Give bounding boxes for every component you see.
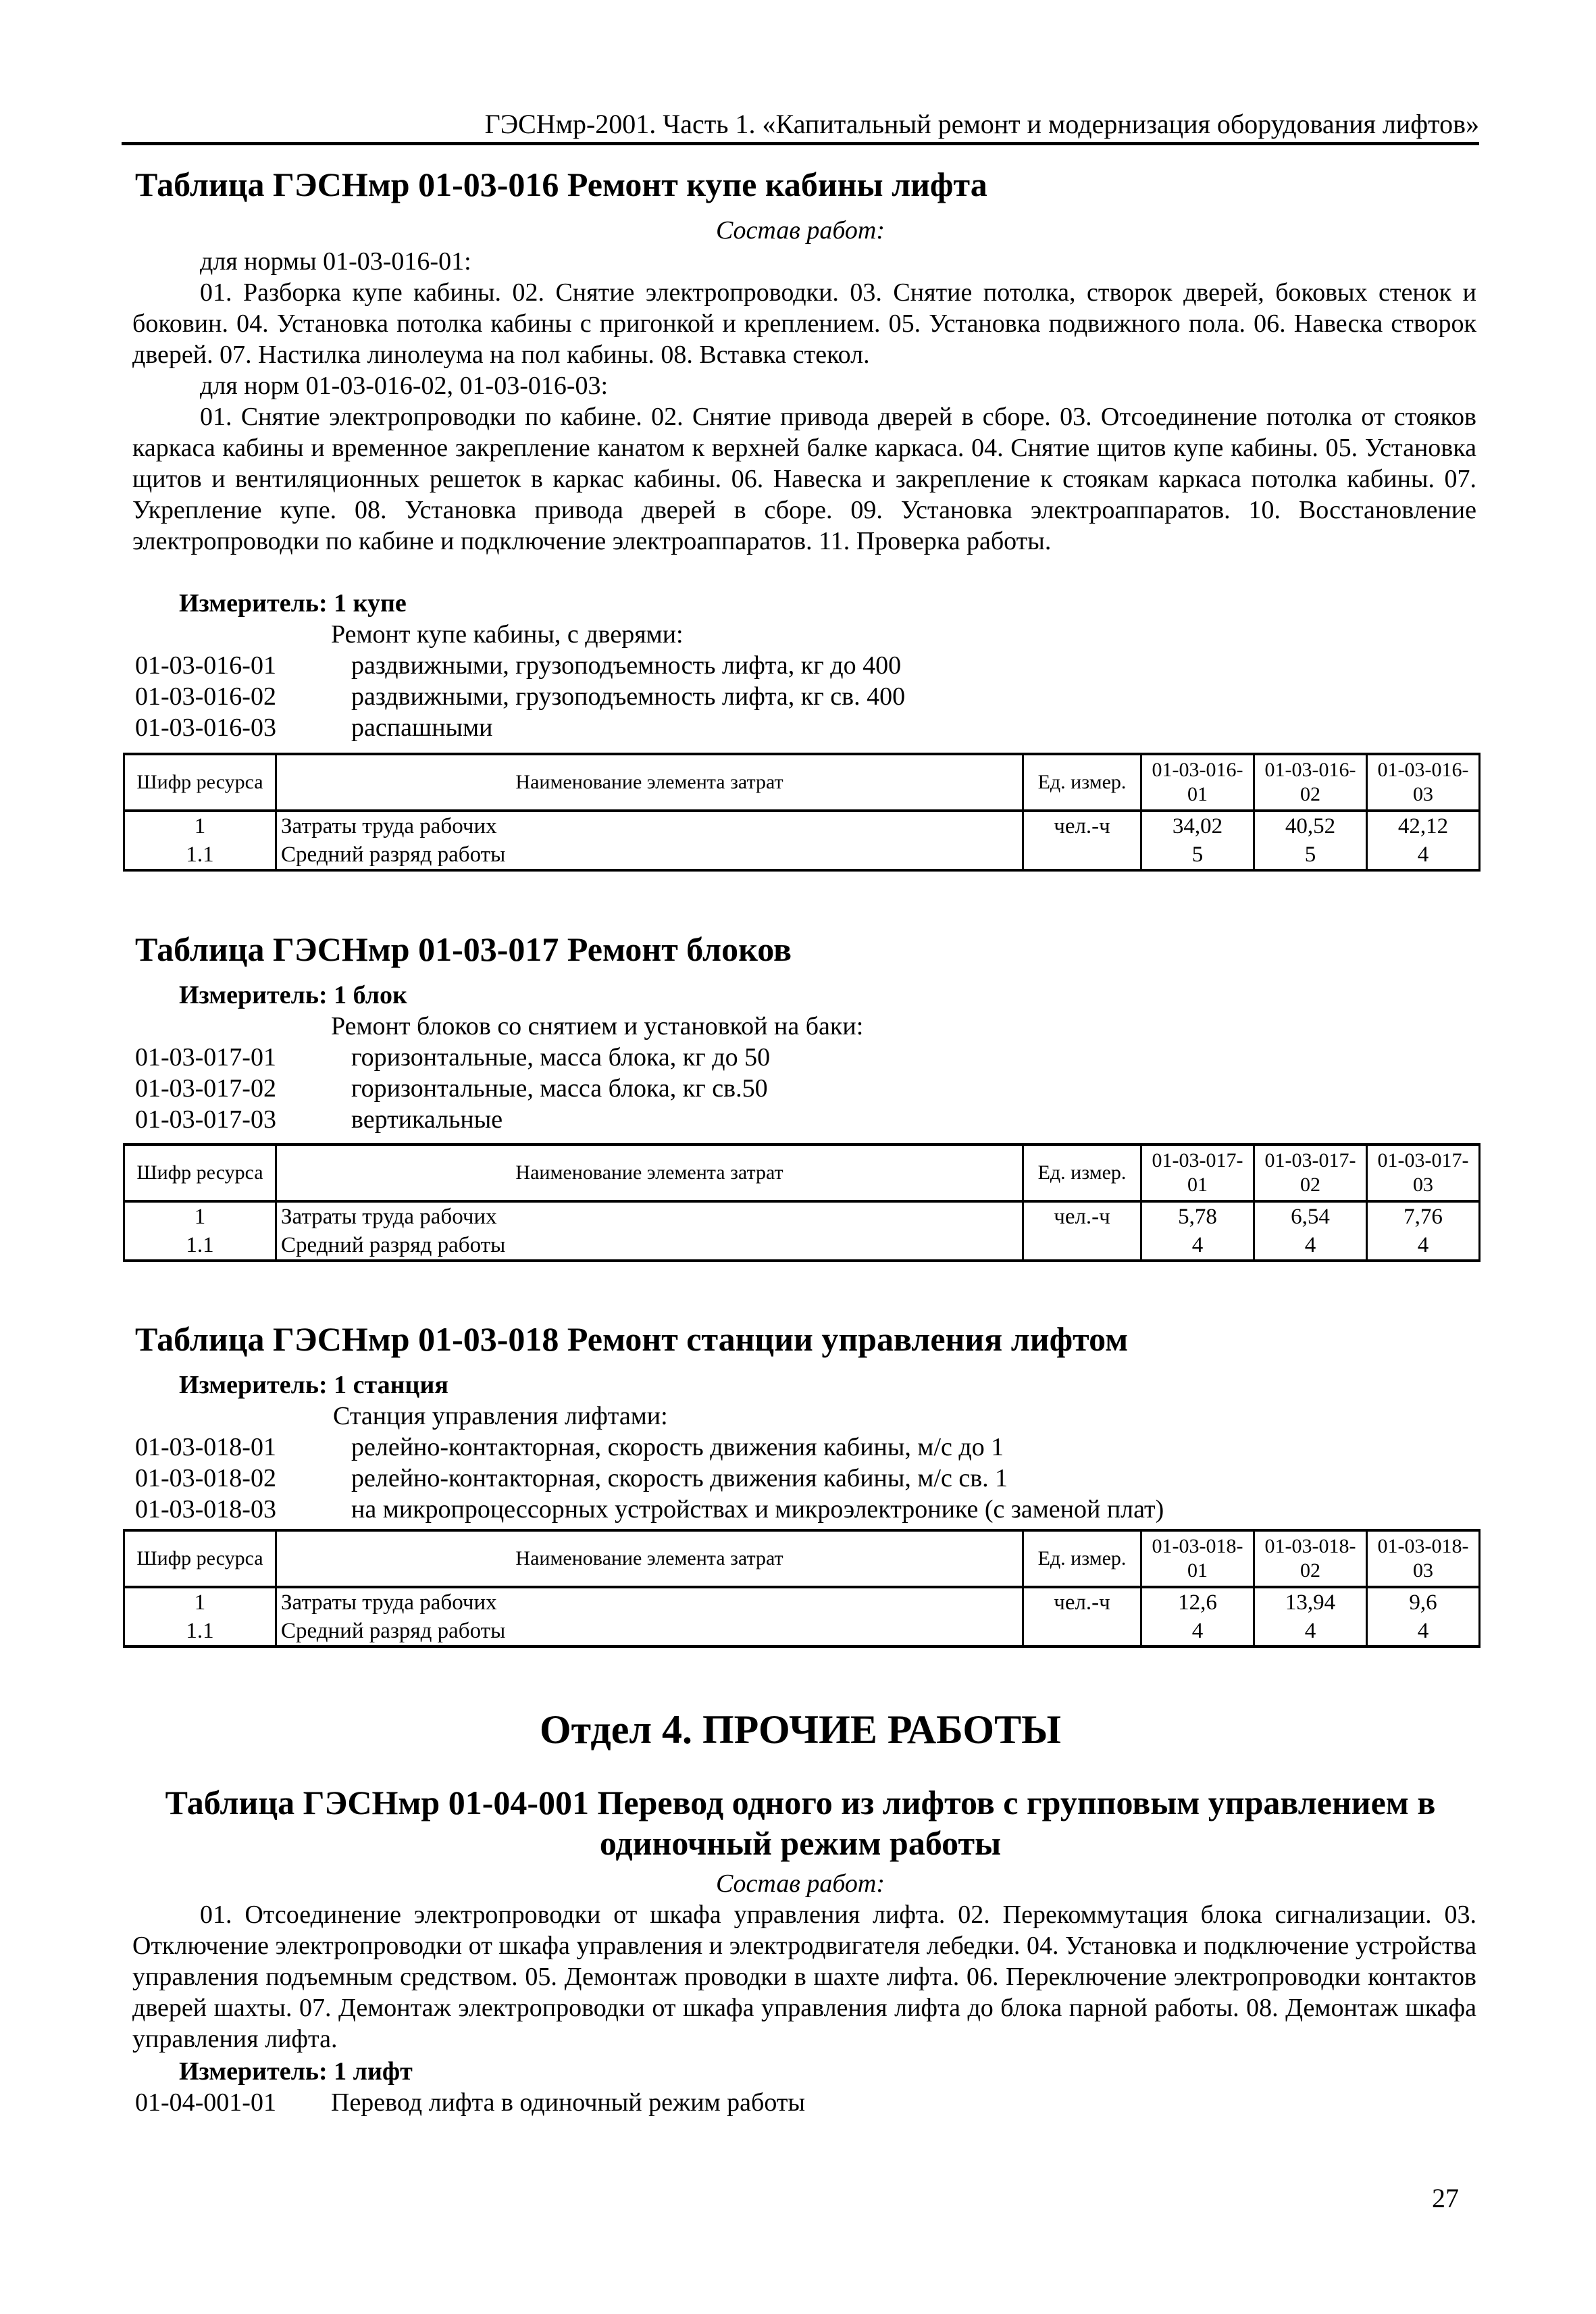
norm-item: 01-03-018-01 релейно-контакторная, скорость движения кабины, м/с до 1 (135, 1433, 1004, 1461)
col-norm: 01-03-018-01 (1141, 1530, 1254, 1587)
table-017-title: Таблица ГЭСНмр 01-03-017 Ремонт блоков (135, 930, 792, 968)
norm-item: 01-03-017-02 горизонтальные, масса блока, кг св.50 (135, 1074, 768, 1103)
norm-item: 01-03-017-03 вертикальные (135, 1105, 503, 1134)
table-016-work-heading: Состав работ: (715, 216, 885, 245)
table-header-row (124, 1530, 1480, 1587)
norm-item: 01-03-017-01 горизонтальные, масса блока, кг до 50 (135, 1043, 771, 1072)
table-016-title: Таблица ГЭСНмр 01-03-016 Ремонт купе кабины лифта (135, 166, 987, 203)
table-016-measure: Измеритель: 1 купе (179, 589, 407, 618)
table-017-resources (123, 1143, 1481, 1262)
col-norm: 01-03-016-02 (1254, 754, 1367, 811)
table-row: 1.1 Средний разряд работы 4 4 4 (124, 1617, 1480, 1646)
col-norm: 01-03-016-01 (1141, 754, 1254, 811)
table-018-group-title: Станция управления лифтами: (333, 1402, 668, 1430)
section-4-title: Отдел 4. ПРОЧИЕ РАБОТЫ (539, 1707, 1062, 1752)
table-016-norm2-text: 01. Снятие электропроводки по кабине. 02. Снятие привода дверей в сборе. 03. Отсоединение потолка от стояков каркаса кабины и временное закрепление канатом к верхней балке каркаса. 04. Снятие щитов купе кабины. 05. Установка щитов и вентиляционных решеток в каркас кабины. 06. Навеска и закрепление к стоякам каркаса потолка кабины. 07. Укрепление купе. 08. Установка привода дверей в сборе. 09. Установка электроаппаратов. 10. Восстановление электропроводки по кабине и подключение электроаппаратов. 11. Проверка работы. (132, 403, 1476, 555)
col-norm: 01-03-016-03 (1367, 754, 1480, 811)
table-header-row (124, 1145, 1480, 1201)
col-code: Шифр ресурса (124, 1530, 276, 1587)
col-name: Наименование элемента затрат (276, 1145, 1023, 1201)
norm-item: 01-04-001-01 Перевод лифта в одиночный режим работы (135, 2088, 805, 2117)
col-code: Шифр ресурса (124, 754, 276, 811)
norm-item: 01-03-018-03 на микропроцессорных устройствах и микроэлектронике (с заменой плат) (135, 1495, 1164, 1524)
norm-item: 01-03-016-02 раздвижными, грузоподъемность лифта, кг св. 400 (135, 682, 906, 711)
norm-item: 01-03-016-01 раздвижными, грузоподъемность лифта, кг до 400 (135, 651, 902, 680)
table-row: 1.1 Средний разряд работы 4 4 4 (124, 1231, 1480, 1261)
table-018-measure: Измеритель: 1 станция (179, 1371, 448, 1399)
table-401-measure: Измеритель: 1 лифт (179, 2057, 413, 2086)
table-016-resources (123, 753, 1481, 872)
table-401-norm-list (135, 2087, 805, 2118)
col-norm: 01-03-018-03 (1367, 1530, 1480, 1587)
table-401-work-heading: Состав работ: (715, 1869, 885, 1898)
table-401-work-text: 01. Отсоединение электропроводки от шкафа управления лифта. 02. Перекоммутация блока сигнализации. 03. Отключение электропроводки от шкафа управления и электродвигателя лебедки. 04. Установка и подключение устройства управления подъемным средством. 05. Демонтаж проводки в шахте лифта. 06. Переключение электропроводки контактов дверей шахты. 07. Демонтаж электропроводки от шкафа управления лифта до блока парной работы. 08. Демонтаж шкафа управления лифта. (132, 1901, 1476, 2053)
col-name: Наименование элемента затрат (276, 1530, 1023, 1587)
table-018-title: Таблица ГЭСНмр 01-03-018 Ремонт станции управления лифтом (135, 1320, 1129, 1358)
table-row: 1.1 Средний разряд работы 5 5 4 (124, 840, 1480, 870)
col-norm: 01-03-017-02 (1254, 1145, 1367, 1201)
col-unit: Ед. измер. (1023, 1145, 1141, 1201)
table-016-norm1-work (132, 277, 1476, 370)
norm-item: 01-03-018-02 релейно-контакторная, скорость движения кабины, м/с св. 1 (135, 1464, 1008, 1492)
col-name: Наименование элемента затрат (276, 754, 1023, 811)
page-number: 27 (1432, 2183, 1459, 2213)
table-401-work (132, 1899, 1476, 2055)
table-016-norm2-work (132, 401, 1476, 557)
table-row: 1 Затраты труда рабочих чел.-ч 12,6 13,94 9,6 (124, 1587, 1480, 1617)
table-401-title-line1: Таблица ГЭСНмр 01-04-001 Перевод одного из лифтов с групповым управлением в (165, 1784, 1436, 1821)
table-018-resources (123, 1529, 1481, 1648)
table-016-norm1-text: 01. Разборка купе кабины. 02. Снятие электропроводки. 03. Снятие потолка, створок дверей, боковых стенок и боковин. 04. Установка потолка кабины с пригонкой и креплением. 05. Установка подвижного пола. 06. Навеска створок дверей. 07. Настилка линолеума на пол кабины. 08. Вставка стекол. (132, 278, 1476, 369)
running-header: ГЭСНмр-2001. Часть 1. «Капитальный ремонт и модернизация оборудования лифтов» (484, 109, 1479, 139)
table-018-norm-list (135, 1432, 1164, 1525)
table-header-row (124, 754, 1480, 811)
table-017-measure: Измеритель: 1 блок (179, 981, 407, 1009)
col-norm: 01-03-018-02 (1254, 1530, 1367, 1587)
table-016-norm1-label: для нормы 01-03-016-01: (200, 247, 471, 276)
col-unit: Ед. измер. (1023, 1530, 1141, 1587)
table-row: 1 Затраты труда рабочих чел.-ч 34,02 40,52 42,12 (124, 811, 1480, 840)
col-code: Шифр ресурса (124, 1145, 276, 1201)
col-norm: 01-03-017-01 (1141, 1145, 1254, 1201)
table-016-group-title: Ремонт купе кабины, с дверями: (331, 620, 684, 649)
table-017-group-title: Ремонт блоков со снятием и установкой на баки: (331, 1012, 864, 1040)
col-unit: Ед. измер. (1023, 754, 1141, 811)
norm-item: 01-03-016-03 распашными (135, 713, 493, 742)
table-row: 1 Затраты труда рабочих чел.-ч 5,78 6,54 7,76 (124, 1201, 1480, 1231)
col-norm: 01-03-017-03 (1367, 1145, 1480, 1201)
table-016-norm-list (135, 650, 905, 743)
table-016-norm2-label: для норм 01-03-016-02, 01-03-016-03: (200, 372, 609, 400)
table-401-title-line2: одиночный режим работы (599, 1824, 1002, 1862)
table-017-norm-list (135, 1042, 770, 1135)
header-rule (122, 142, 1479, 145)
